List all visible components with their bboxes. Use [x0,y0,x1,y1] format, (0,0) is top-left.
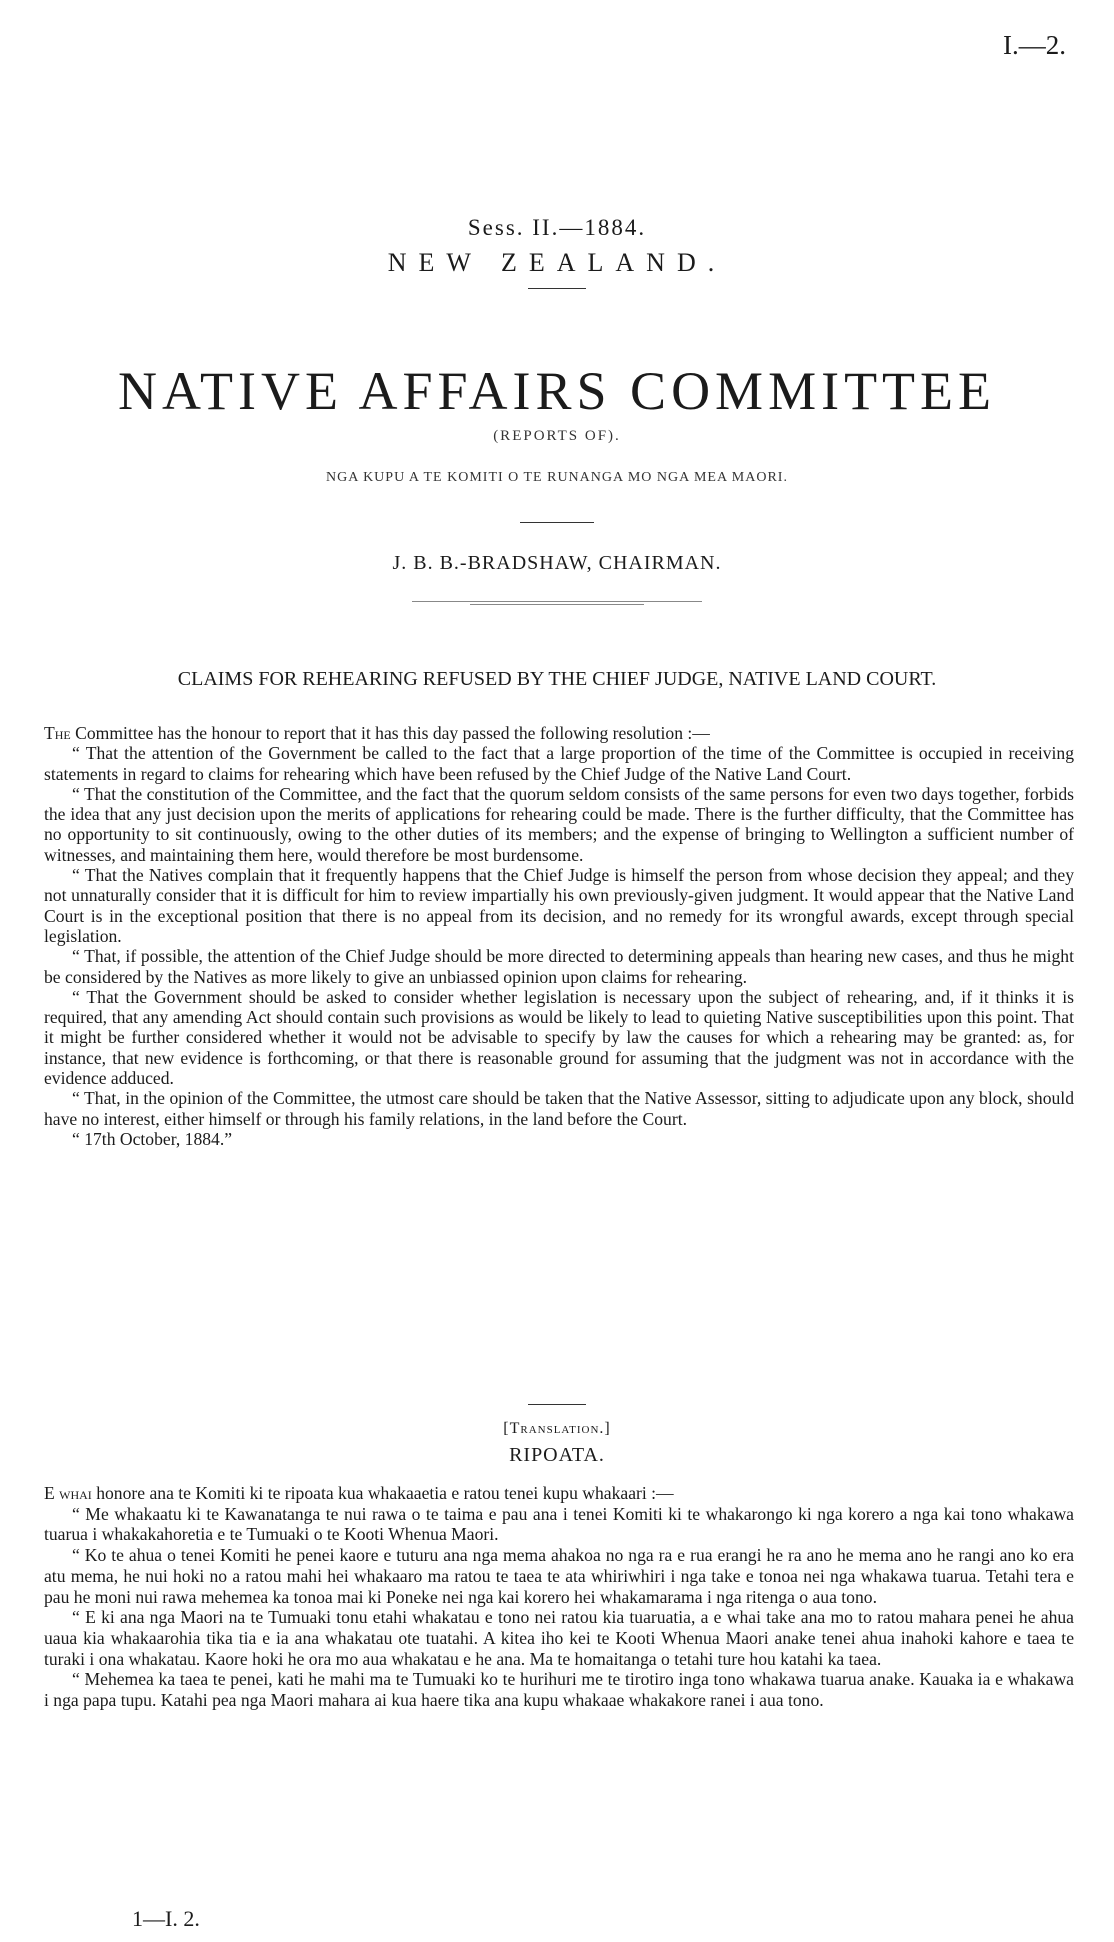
translation-paragraph: “ Mehemea ka taea te penei, kati he mahi ma te Tumuaki ko te hurihuri me te tirotiro inga tono whakawa tuarua anake. Kauaka ia e whakawa i nga papa tupu. Katahi pea nga Maori mahara ai kua haere tika ana kupu whakaae whakakore ranei i aua tono. [44,1669,1074,1711]
report-intro-text: Committee has the honour to report that it has this day passed the following resolution :— [70,723,710,743]
divider [470,604,644,605]
page-reference: I.—2. [1003,30,1066,60]
translation-body [44,1483,1074,1711]
report-paragraph: “ That the Natives complain that it frequently happens that the Chief Judge is himself the person from whose decision they appeal; and they not unnaturally consider that it is difficult for him to review impartially his own previously-given judgment. It would appear that the Native Land Court is in the exceptional position that there is no appeal from its decision, and no remedy for its wrongful awards, except through special legislation. [44,865,1074,946]
divider [528,288,586,289]
divider [412,601,702,602]
maori-subtitle: NGA KUPU A TE KOMITI O TE RUNANGA MO NGA MEA MAORI. [326,470,788,485]
translation-intro-text: honore ana te Komiti ki te ripoata kua whakaaetia e ratou tenei kupu whakaari :— [91,1483,674,1503]
report-paragraph: “ That the Government should be asked to consider whether legislation is necessary upon the subject of rehearing, and, if it thinks it is required, that any amending Act should contain such provisions as would be likely to lead to quieting Native susceptibilities upon this point. That it might be further considered whether it would not be advisable to specify by law the causes for which a rehearing may be granted: as, for instance, that new evidence is forthcoming, or that there is reasonable ground for assuming that the judgment was not in accordance with the evidence adduced. [44,986,1074,1089]
divider [528,1404,586,1405]
report-date: “ 17th October, 1884.” [72,1128,233,1149]
report-paragraph: “ That the constitution of the Committee, and the fact that the quorum seldom consists of the same persons for even two days together, forbids the idea that any just decision upon the merits of applications for rehearing could be made. There is the further difficulty, that the Committee has no opportunity to sit continuously, owing to the other duties of its members; and the expense of bringing to Wellington a sufficient number of witnesses, and maintaining them here, would therefore be most burdensome. [44,783,1074,865]
translation-intro [44,1483,1074,1504]
translation-paragraph: “ Me whakaatu ki te Kawanatanga te nui rawa o te taima e pau ana i tenei Komiti ki te whakarongo ki nga korero a nga kai tono whakawa tuarua i whakakahoretia e te Tumuaki o te Kooti Whenua Maori. [44,1503,1074,1545]
chairman-line: J. B. B.-BRADSHAW, CHAIRMAN. [392,552,722,574]
divider [520,522,594,523]
footer-reference: 1—I. 2. [132,1906,200,1931]
report-intro-lead: The [44,723,71,743]
session-line: Sess. II.—1884. [467,215,647,240]
translation-intro-lead: E whai [44,1483,92,1503]
report-paragraph: “ That, if possible, the attention of the Chief Judge should be more directed to determining appeals than hearing new cases, and thus he might be considered by the Natives as more likely to give an unbiassed opinion upon claims for rehearing. [44,946,1074,987]
report-heading: CLAIMS FOR REHEARING REFUSED BY THE CHIEF JUDGE, NATIVE LAND COURT. [177,668,937,690]
document-subtitle: (REPORTS OF). [493,428,621,444]
translation-label: [Translation.] [503,1420,611,1437]
report-intro [44,723,1074,743]
report-body [44,723,1074,1149]
report-paragraph: “ That, in the opinion of the Committee, the utmost care should be taken that the Native Assessor, sitting to adjudicate upon any block, should have no interest, either himself or through his family relations, in the land before the Court. [44,1088,1074,1129]
report-paragraph: “ That the attention of the Government be called to the fact that a large proportion of the time of the Committee is occupied in receiving statements in regard to claims for rehearing which have been refused by the Chief Judge of the Native Land Court. [44,743,1074,784]
translation-paragraph: “ Ko te ahua o tenei Komiti he penei kaore e tuturu ana nga mema ahakoa no nga ra e rua erangi he ra ano he mema ano he rangi ano ko era atu mema, he nui hoki no a ratou mahi hei whakaaro ma ratou te taea te ata whiriwhiri i nga take e tonoa nei nga whakawa tuarua. Tetahi tera e pau he moni nui rawa mehemea ka tonoa mai ki Poneke nei nga kai korero hei whakamarama i nga ritenga o aua tono. [44,1545,1074,1607]
translation-heading: RIPOATA. [509,1444,605,1466]
translation-paragraph: “ E ki ana nga Maori na te Tumuaki tonu etahi whakatau e tono nei ratou kia tuaruatia, a e whai take ana mo to ratou mahara penei he ahua uaua kia whakaarohia tika tia e ia ana whakatau ote tuatahi. A kitea iho kei te Kooti Whenua Maori anake tenei ahua inahoki kahore e taea te turaki i ona whakatau. Kaore hoki he ora mo aua whakatau e he ana. Ma te homaitanga o tetahi ture hou katahi ka taea. [44,1607,1074,1669]
country-line: NEW ZEALAND. [387,248,727,277]
document-title: NATIVE AFFAIRS COMMITTEE [117,361,997,421]
